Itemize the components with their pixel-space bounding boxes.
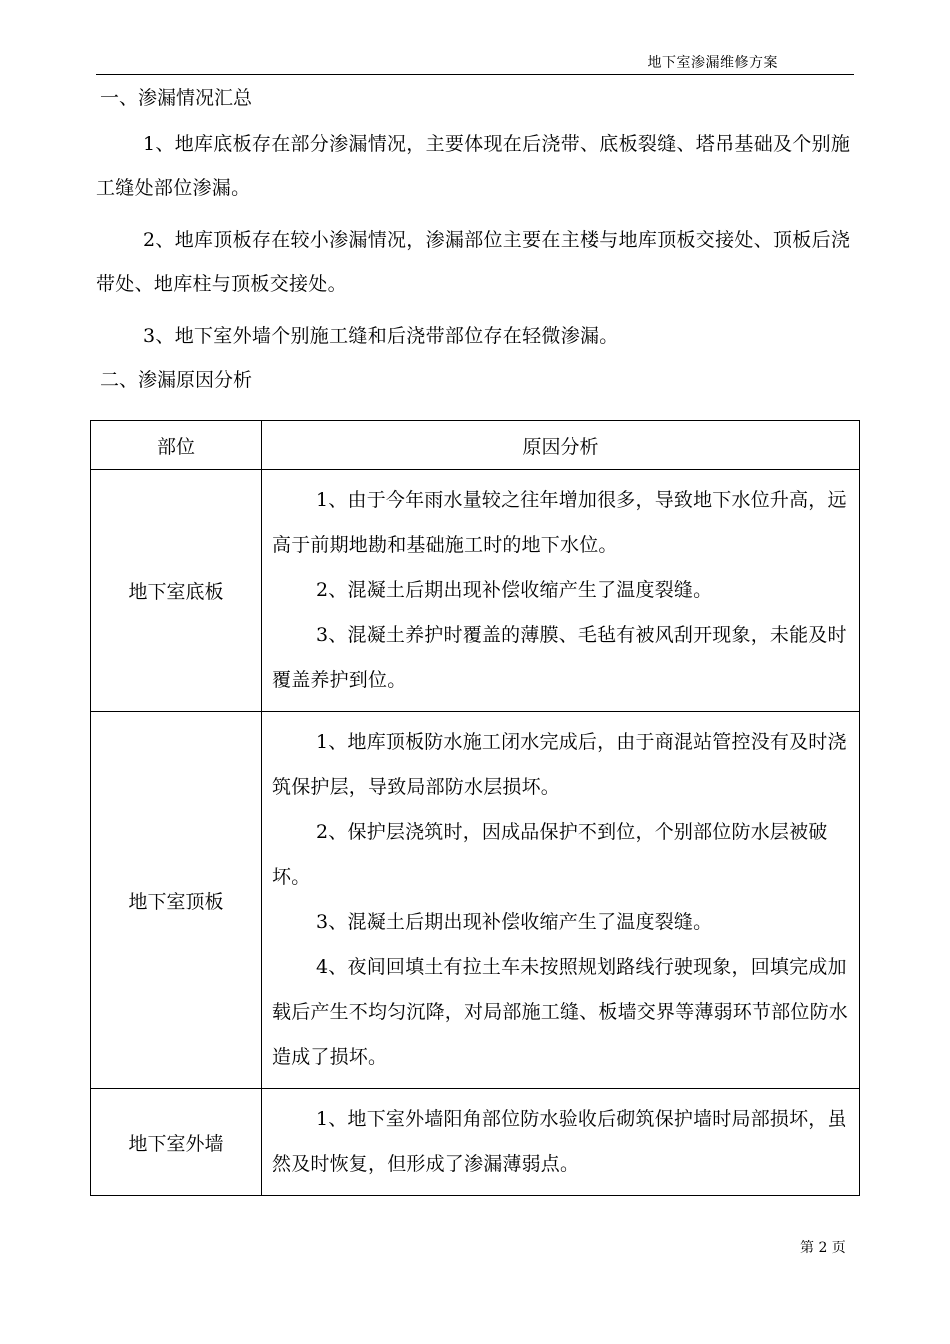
cause-item: 1、地库顶板防水施工闭水完成后，由于商混站管控没有及时浇筑保护层，导致局部防水层损坏。 <box>272 731 847 798</box>
table-cell-part: 地下室外墙 <box>91 1089 262 1196</box>
cause-analysis-table <box>90 420 860 1196</box>
cause-item: 3、混凝土后期出现补偿收缩产生了温度裂缝。 <box>316 911 713 933</box>
table-cell-part: 地下室顶板 <box>91 712 262 1089</box>
document-body <box>96 80 856 398</box>
cause-item: 1、由于今年雨水量较之往年增加很多，导致地下水位升高，远高于前期地勘和基础施工时的地下水位。 <box>272 489 847 556</box>
table-header-cause: 原因分析 <box>262 421 860 470</box>
table-header-row <box>91 421 860 470</box>
section-heading-summary: 一、渗漏情况汇总 <box>100 87 253 109</box>
page-number: 第 2 页 <box>800 1240 846 1256</box>
summary-paragraph-1: 1、地库底板存在部分渗漏情况，主要体现在后浇带、底板裂缝、塔吊基础及个别施工缝处部位渗漏。 <box>96 133 851 199</box>
table-header-part: 部位 <box>91 421 262 470</box>
table-cell-causes <box>262 1089 860 1196</box>
cause-item: 3、混凝土养护时覆盖的薄膜、毛毡有被风刮开现象，未能及时覆盖养护到位。 <box>272 624 847 691</box>
table-cell-part: 地下室底板 <box>91 470 262 712</box>
section-heading-analysis: 二、渗漏原因分析 <box>100 369 253 391</box>
header-rule <box>96 74 854 75</box>
table-row <box>91 1089 860 1196</box>
cause-item: 2、混凝土后期出现补偿收缩产生了温度裂缝。 <box>316 579 713 601</box>
cause-item: 4、夜间回填土有拉土车未按照规划路线行驶现象，回填完成加载后产生不均匀沉降，对局部施工缝、板墙交界等薄弱环节部位防水造成了损坏。 <box>272 956 849 1068</box>
cause-item: 2、保护层浇筑时，因成品保护不到位，个别部位防水层被破坏。 <box>272 821 828 888</box>
summary-paragraph-2: 2、地库顶板存在较小渗漏情况，渗漏部位主要在主楼与地库顶板交接处、顶板后浇带处、地库柱与顶板交接处。 <box>96 229 851 295</box>
cause-item: 1、地下室外墙阳角部位防水验收后砌筑保护墙时局部损坏，虽然及时恢复，但形成了渗漏薄弱点。 <box>272 1108 847 1175</box>
table-row <box>91 470 860 712</box>
document-header-title: 地下室渗漏维修方案 <box>647 55 778 71</box>
table-row <box>91 712 860 1089</box>
summary-paragraph-3: 3、地下室外墙个别施工缝和后浇带部位存在轻微渗漏。 <box>143 325 619 347</box>
table-cell-causes <box>262 712 860 1089</box>
table-cell-causes <box>262 470 860 712</box>
